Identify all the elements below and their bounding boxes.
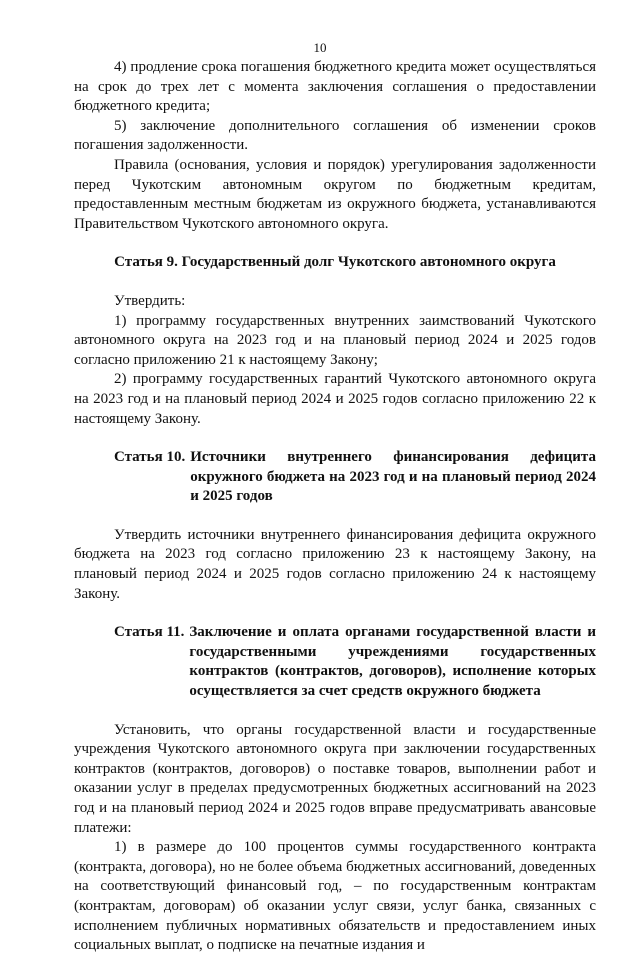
article-11-item-1: 1) в размере до 100 процентов суммы государственного контракта (контракта, договора), но не более объема бюджетных ассигнований, доведенных на соответствующий финансовый год, – по государственным контрактам (контрактам, договорам) об оказании услуг связи, услуг банка, связанных с исполнением публичных нормативных обязательств и предоставлением иных социальных выплат, о подписке на печатные издания и (74, 839, 596, 954)
article-9-item-2: 2) программу государственных гарантий Чукотского автономного округа на 2023 год и на плановый период 2024 и 2025 годов согласно приложению 22 к настоящему Закону. (74, 371, 596, 427)
paragraph-item-5: 5) заключение дополнительного соглашения об изменении сроков погашения задолженности. (74, 117, 596, 154)
article-11-intro: Установить, что органы государственной власти и государственные учреждения Чукотского автономного округа при заключении государственных контрактов (контрактов, договоров) о поставке товаров, выполнении работ и оказании услуг в пределах предусмотренных бюджетных ассигнований на 2023 год и на плановый период 2024 и 2025 годов вправе предусматривать авансовые платежи: (74, 721, 596, 836)
document-body (74, 58, 596, 956)
article-9-item-1: 1) программу государственных внутренних заимствований Чукотского автономного округа на 2023 год и на плановый период 2024 и 2025 годов согласно приложению 21 к настоящему Закону; (74, 312, 596, 368)
article-10-heading (74, 448, 596, 507)
article-9-intro: Утвердить: (114, 292, 186, 309)
article-10-title: Источники внутреннего финансирования дефицита окружного бюджета на 2023 год и на плановый период 2024 и 2025 годов (190, 449, 596, 505)
page-number: 10 (313, 40, 327, 55)
article-10-label: Статья 10. (114, 449, 186, 466)
article-11-title: Заключение и оплата органами государственной власти и государственными учреждениями государственных контрактов (контрактов, договоров), исполнение которых осуществляется за счет средств окружного бюджета (189, 624, 596, 700)
article-10-paragraph: Утвердить источники внутреннего финансирования дефицита окружного бюджета на 2023 год согласно приложению 23 к настоящему Закону, на плановый период 2024 и 2025 годов согласно приложению 24 к настоящему Закону. (74, 526, 596, 602)
article-9-title: Статья 9. Государственный долг Чукотского автономного округа (114, 254, 556, 271)
article-11-heading (74, 623, 596, 701)
paragraph-debt-rules: Правила (основания, условия и порядок) урегулирования задолженности перед Чукотским автономным округом по бюджетным кредитам, предоставленным местным бюджетам из окружного бюджета, устанавливаются Правительством Чукотского автономного округа. (74, 156, 596, 232)
paragraph-item-4: 4) продление срока погашения бюджетного кредита может осуществляться на срок до трех лет с момента заключения соглашения о предоставлении бюджетного кредита; (74, 59, 596, 115)
article-11-label: Статья 11. (114, 624, 185, 641)
